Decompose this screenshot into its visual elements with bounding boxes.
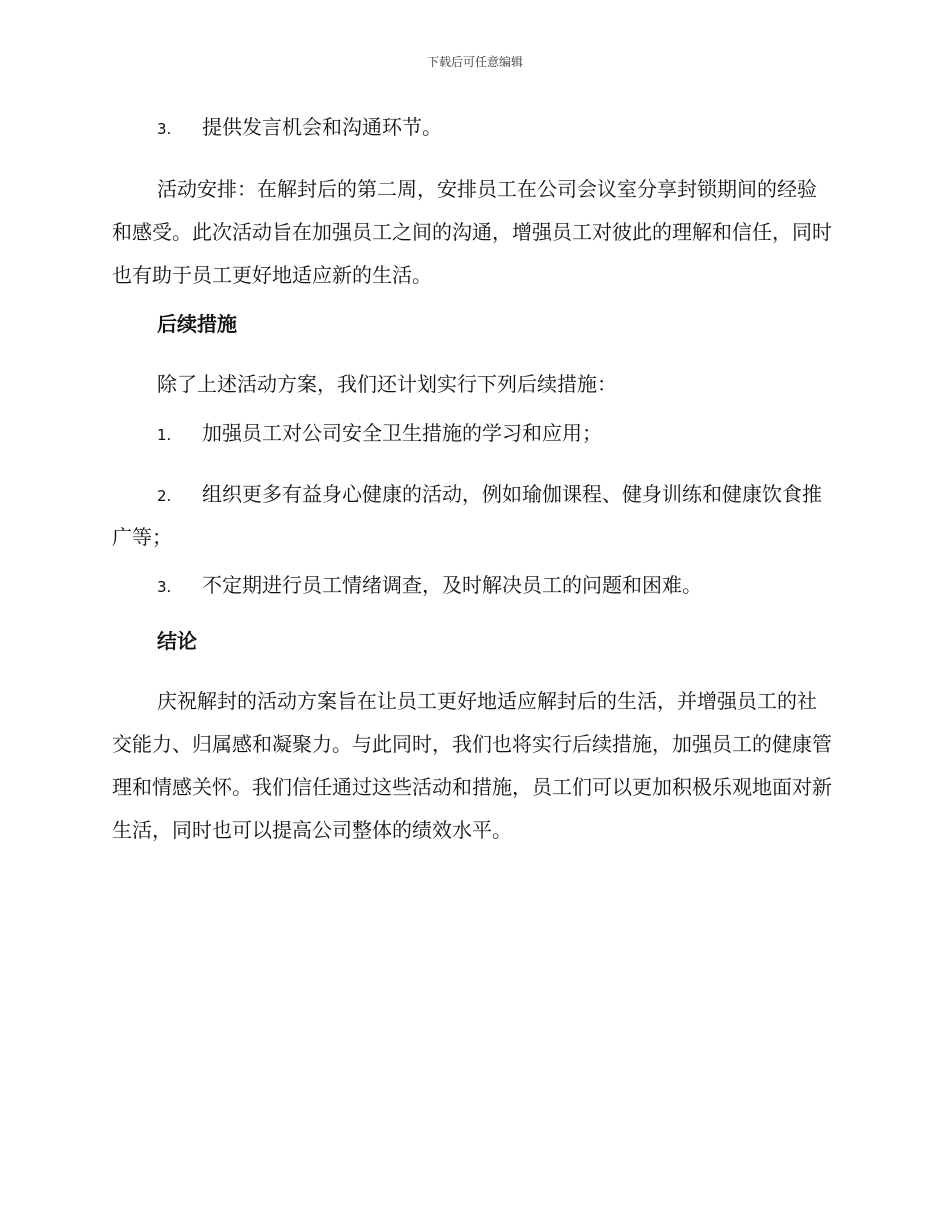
list-text: 组织更多有益身心健康的活动，例如瑜伽课程、健身训练和健康饮食推广等；: [112, 482, 822, 549]
followup-heading: 后续措施: [157, 312, 237, 336]
activity-paragraph: 活动安排：在解封后的第二周，安排员工在公司会议室分享封锁期间的经验和感受。此次活动旨在加强员工之间的沟通，增强员工对彼此的理解和信任，同时也有助于员工更好地适应新的生活。: [112, 177, 832, 287]
conclusion-heading: 结论: [157, 629, 197, 653]
list-item: [112, 570, 834, 602]
list-text: 加强员工对公司安全卫生措施的学习和应用；: [202, 421, 602, 445]
list-number: 2.: [157, 487, 172, 505]
document-body: [112, 112, 834, 864]
list-item: [112, 418, 834, 450]
followup-intro: 除了上述活动方案，我们还计划实行下列后续措施：: [157, 372, 617, 396]
list-item: [112, 112, 834, 144]
list-number: 3.: [157, 578, 172, 596]
list-number: 3.: [157, 120, 172, 138]
list-text: 提供发言机会和沟通环节。: [202, 115, 442, 139]
list-item: [112, 474, 834, 558]
conclusion-paragraph: 庆祝解封的活动方案旨在让员工更好地适应解封后的生活，并增强员工的社交能力、归属感和凝聚力。与此同时，我们也将实行后续措施，加强员工的健康管理和情感关怀。我们信任通过这些活动和措施，员工们可以更加积极乐观地面对新生活，同时也可以提高公司整体的绩效水平。: [112, 689, 832, 842]
list-number: 1.: [157, 426, 172, 444]
list-text: 不定期进行员工情绪调查，及时解决员工的问题和困难。: [202, 573, 702, 597]
page-header-note: 下载后可任意编辑: [426, 55, 523, 69]
